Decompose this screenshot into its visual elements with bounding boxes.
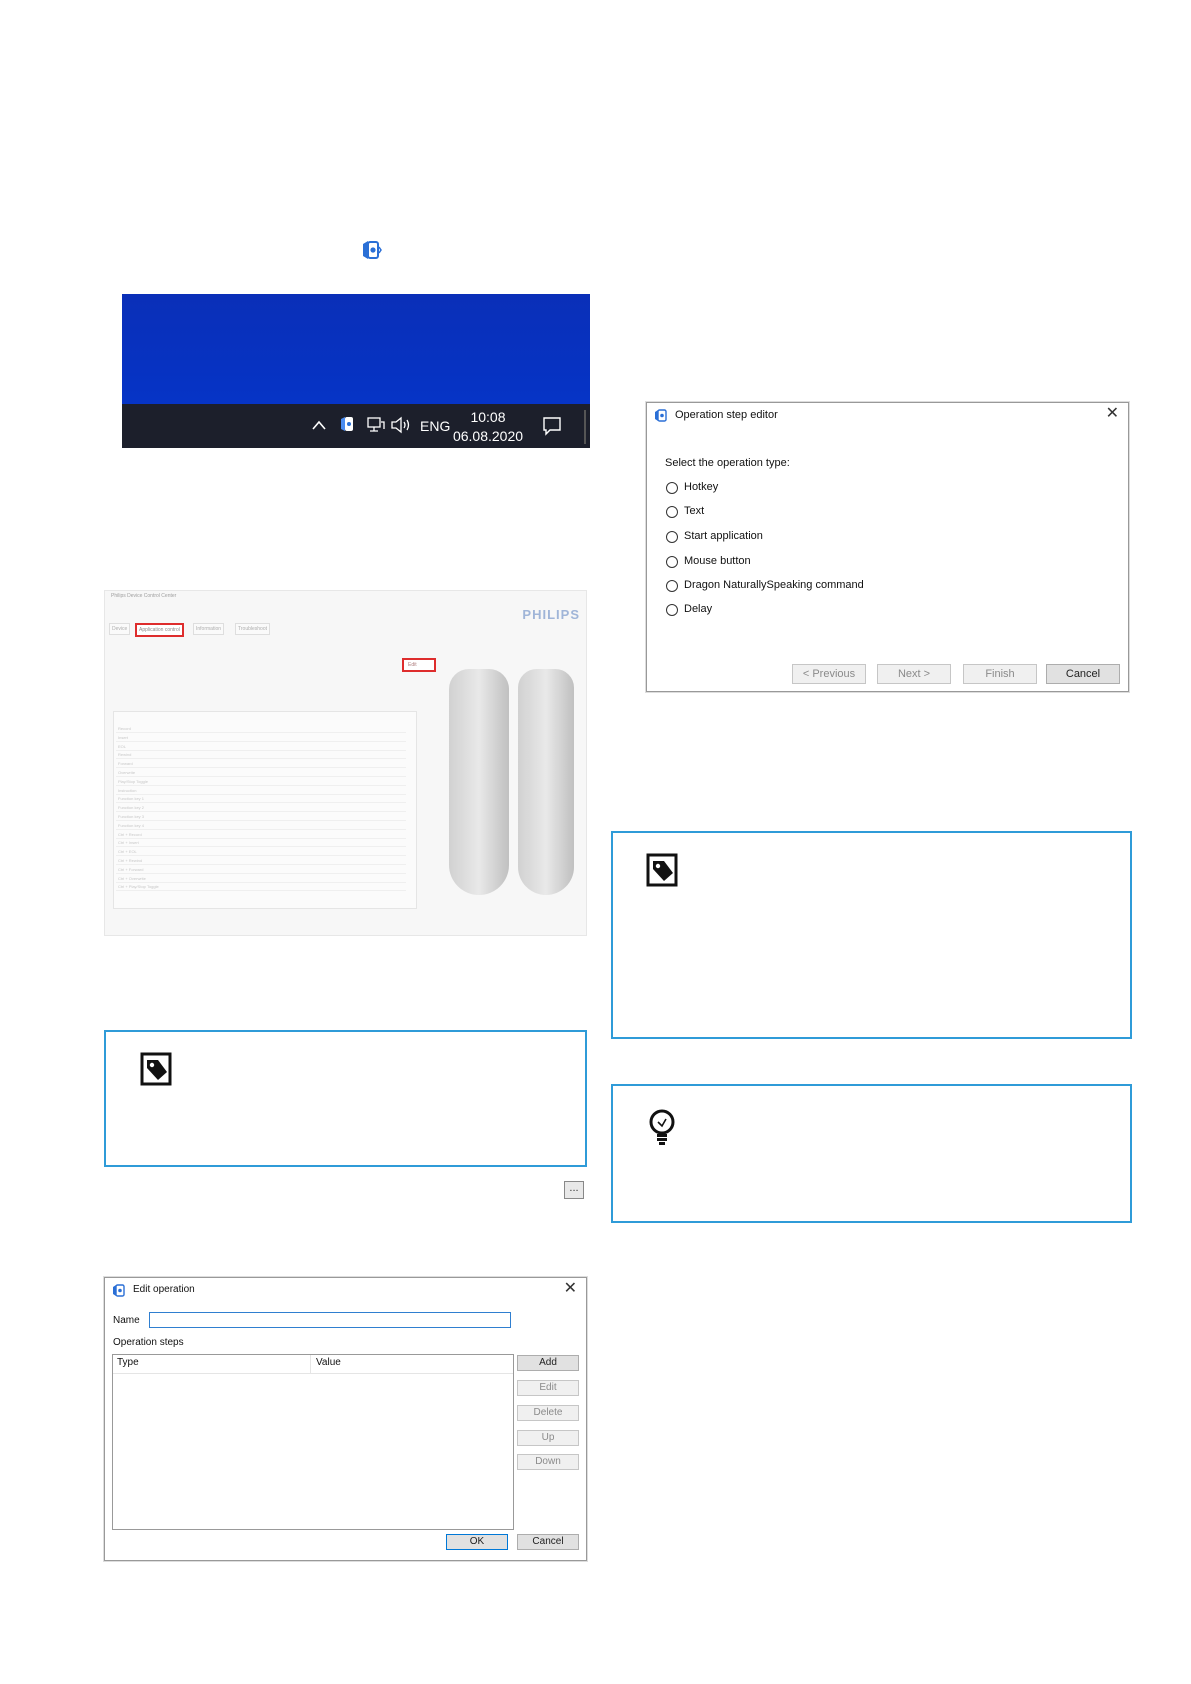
table-cell: Rewind (118, 752, 132, 758)
table-row (116, 811, 406, 812)
lightbulb-icon (647, 1108, 677, 1151)
close-icon[interactable]: ✕ (1105, 405, 1119, 422)
chevron-up-icon[interactable] (312, 418, 326, 436)
finish-button[interactable]: Finish (963, 664, 1037, 684)
ok-button[interactable]: OK (446, 1534, 508, 1550)
radio-option-label[interactable]: Dragon NaturallySpeaking command (684, 579, 864, 591)
dialog-title: Operation step editor (675, 409, 778, 421)
list-header (113, 1355, 513, 1374)
volume-icon[interactable] (390, 416, 412, 439)
table-cell: Ctrl + Rewind (118, 858, 143, 863)
table-cell: Ctrl + Overwrite (118, 875, 146, 881)
add-button[interactable]: Add (517, 1355, 579, 1371)
table-cell: Ctrl + Forward (118, 866, 144, 872)
note-box (104, 1030, 587, 1167)
table-cell: Ctrl + Play/Stop Toggle (118, 884, 159, 890)
radio-button[interactable] (666, 556, 678, 568)
ellipsis-button[interactable]: ... (564, 1181, 584, 1199)
table-row (116, 758, 406, 759)
edit-operation-dialog (104, 1277, 587, 1561)
table-row (116, 820, 406, 821)
app-icon (654, 408, 669, 423)
table-cell: Ctrl + Record (118, 831, 142, 837)
table-cell: Play/Stop Toggle (118, 778, 148, 784)
edit-button[interactable]: Edit (402, 658, 436, 672)
radio-button[interactable] (666, 506, 678, 518)
radio-button[interactable] (666, 580, 678, 592)
table-cell: Insert (118, 734, 129, 740)
delete-button[interactable]: Delete (517, 1405, 579, 1421)
table-row (116, 767, 406, 768)
table-cell: Ctrl + Insert (118, 840, 139, 846)
taskbar (122, 404, 590, 448)
table-cell: Ctrl + EOL (118, 849, 137, 855)
previous-button[interactable]: < Previous (792, 664, 866, 684)
table-cell: Function key 3 (118, 814, 145, 819)
table-row (116, 741, 406, 742)
table-row (116, 873, 406, 874)
table-cell: Function key 4 (118, 822, 145, 828)
name-input[interactable] (149, 1312, 511, 1328)
table-row (116, 846, 406, 847)
device-control-center-screenshot (104, 590, 587, 936)
table-row (116, 882, 406, 883)
radio-option-label[interactable]: Start application (684, 530, 763, 542)
operation-type-prompt: Select the operation type: (665, 457, 790, 469)
clock-time: 10:08 (470, 409, 506, 425)
table-cell: Record (118, 726, 131, 731)
app-icon (112, 1283, 127, 1298)
cancel-button[interactable]: Cancel (1046, 664, 1120, 684)
speechmike-device-image (449, 669, 509, 895)
table-cell: EOL (118, 743, 127, 749)
language-indicator[interactable]: ENG (420, 418, 451, 434)
clock-date: 06.08.2020 (452, 428, 524, 444)
speech-control-center-icon[interactable] (340, 414, 356, 439)
name-label: Name (113, 1315, 140, 1326)
radio-option-label[interactable]: Delay (684, 603, 713, 615)
radio-button[interactable] (666, 482, 678, 494)
edit-step-button[interactable]: Edit (517, 1380, 579, 1396)
tab-application-control[interactable]: Application control (135, 623, 184, 637)
clock[interactable] (452, 408, 524, 446)
radio-button[interactable] (666, 531, 678, 543)
radio-button[interactable] (666, 604, 678, 616)
philips-logo: PHILIPS (522, 607, 580, 622)
table-row (116, 829, 406, 830)
table-cell: Function key 2 (118, 805, 145, 811)
column-type[interactable]: Type (117, 1357, 139, 1368)
speech-control-center-icon[interactable] (360, 238, 382, 262)
table-cell: Forward (118, 761, 133, 767)
show-desktop-edge[interactable] (584, 410, 586, 444)
table-cell: Instruction (118, 787, 137, 793)
table-row (116, 750, 406, 751)
radio-option-label[interactable]: Mouse button (684, 555, 751, 567)
down-button[interactable]: Down (517, 1454, 579, 1470)
dialog-title: Edit operation (133, 1284, 195, 1295)
table-cell: Function key 1 (118, 796, 145, 802)
tab-information[interactable]: Information (193, 623, 224, 635)
table-row (116, 890, 406, 891)
up-button[interactable]: Up (517, 1430, 579, 1446)
speechmike-device-back-image (518, 669, 574, 895)
table-row (116, 838, 406, 839)
network-icon[interactable] (366, 416, 386, 439)
next-button[interactable]: Next > (877, 664, 951, 684)
table-row (116, 864, 406, 865)
table-row (116, 855, 406, 856)
radio-option-label[interactable]: Hotkey (684, 481, 719, 493)
table-row (116, 732, 406, 733)
close-icon[interactable]: ✕ (563, 1280, 577, 1297)
button-mapping-grid (113, 711, 417, 909)
window-title: Philips Device Control Center (111, 593, 177, 599)
taskbar-screenshot (122, 294, 590, 448)
column-value[interactable]: Value (316, 1357, 341, 1368)
operation-steps-list[interactable] (112, 1354, 514, 1530)
table-row (116, 785, 406, 786)
tip-box (611, 1084, 1132, 1223)
note-box (611, 831, 1132, 1039)
cancel-button[interactable]: Cancel (517, 1534, 579, 1550)
note-icon (646, 853, 678, 892)
table-row (116, 794, 406, 795)
operation-steps-label: Operation steps (113, 1337, 184, 1348)
note-icon (140, 1052, 172, 1091)
operation-step-editor-dialog (646, 402, 1129, 692)
tab-troubleshoot[interactable]: Troubleshoot (235, 623, 270, 635)
radio-option-label[interactable]: Text (684, 505, 705, 517)
table-row (116, 802, 406, 803)
notification-icon[interactable] (542, 416, 562, 441)
table-cell: Overwrite (118, 770, 136, 775)
tab-device[interactable]: Device (109, 623, 130, 635)
table-row (116, 776, 406, 777)
